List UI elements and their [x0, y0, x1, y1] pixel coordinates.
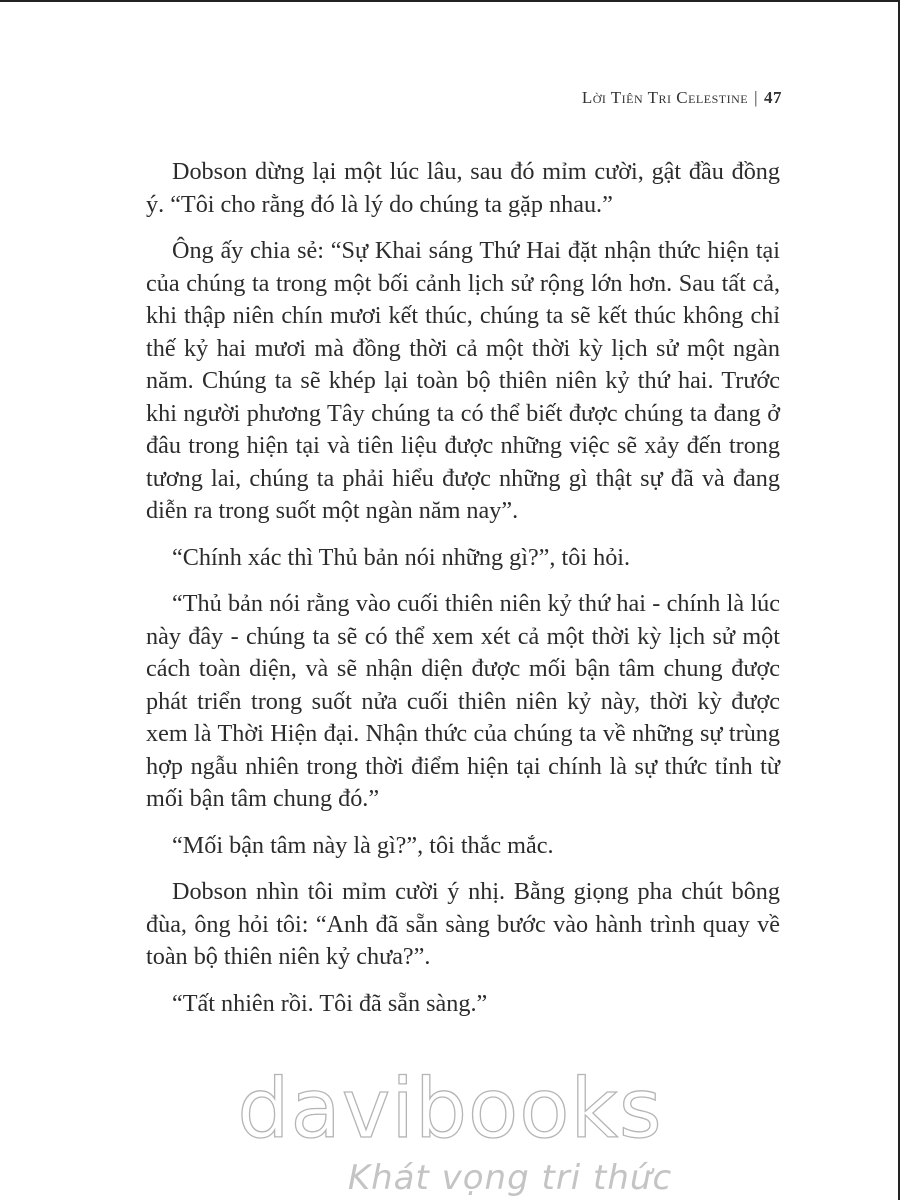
paragraph: “Thủ bản nói rằng vào cuối thiên niên kỷ thứ hai - chính là lúc này đây - chúng ta sẽ có thể xem xét cả một thời kỳ lịch sử một cách toàn diện, và sẽ nhận diện được mối bận tâm chung được phát triển trong suốt nửa cuối thiên niên kỷ này, thời kỳ được xem là Thời Hiện đại. Nhận thức của chúng ta về những sự trùng hợp ngẫu nhiên trong thời điểm hiện tại chính là sự thức tỉnh từ mối bận tâm chung đó.” — [146, 590, 780, 812]
header-separator: | — [754, 88, 758, 107]
watermark-brand: davibooks — [237, 1062, 663, 1157]
page-border-top — [0, 0, 900, 2]
paragraph: “Mối bận tâm này là gì?”, tôi thắc mắc. — [172, 831, 554, 859]
paragraph: Dobson dừng lại một lúc lâu, sau đó mỉm cười, gật đầu đồng ý. “Tôi cho rằng đó là lý do chúng ta gặp nhau.” — [146, 158, 780, 218]
book-title: Lời Tiên Tri Celestine — [581, 88, 749, 107]
watermark-tagline: Khát vọng tri thức — [347, 1158, 673, 1198]
paragraph: “Tất nhiên rồi. Tôi đã sẵn sàng.” — [172, 989, 488, 1017]
paragraph: “Chính xác thì Thủ bản nói những gì?”, tôi hỏi. — [172, 543, 631, 571]
page-number: 47 — [764, 88, 782, 107]
paragraph: Ông ấy chia sẻ: “Sự Khai sáng Thứ Hai đặt nhận thức hiện tại của chúng ta trong một bối cảnh lịch sử rộng lớn hơn. Sau tất cả, khi thập niên chín mươi kết thúc, chúng ta sẽ kết thúc không chỉ thế kỷ hai mươi mà đồng thời cả một thời kỳ lịch sử một ngàn năm. Chúng ta sẽ khép lại toàn bộ thiên niên kỷ thứ hai. Trước khi người phương Tây chúng ta có thể biết được chúng ta đang ở đâu trong hiện tại và tiên liệu được những việc sẽ xảy đến trong tương lai, chúng ta phải hiểu được những gì thật sự đã và đang diễn ra trong suốt một ngàn năm nay”. — [146, 237, 780, 524]
paragraph: Dobson nhìn tôi mỉm cười ý nhị. Bằng giọng pha chút bông đùa, ông hỏi tôi: “Anh đã sẵn sàng bước vào hành trình quay về toàn bộ thiên niên kỷ chưa?”. — [146, 878, 780, 970]
running-head — [582, 88, 782, 108]
body-text — [146, 156, 780, 1034]
